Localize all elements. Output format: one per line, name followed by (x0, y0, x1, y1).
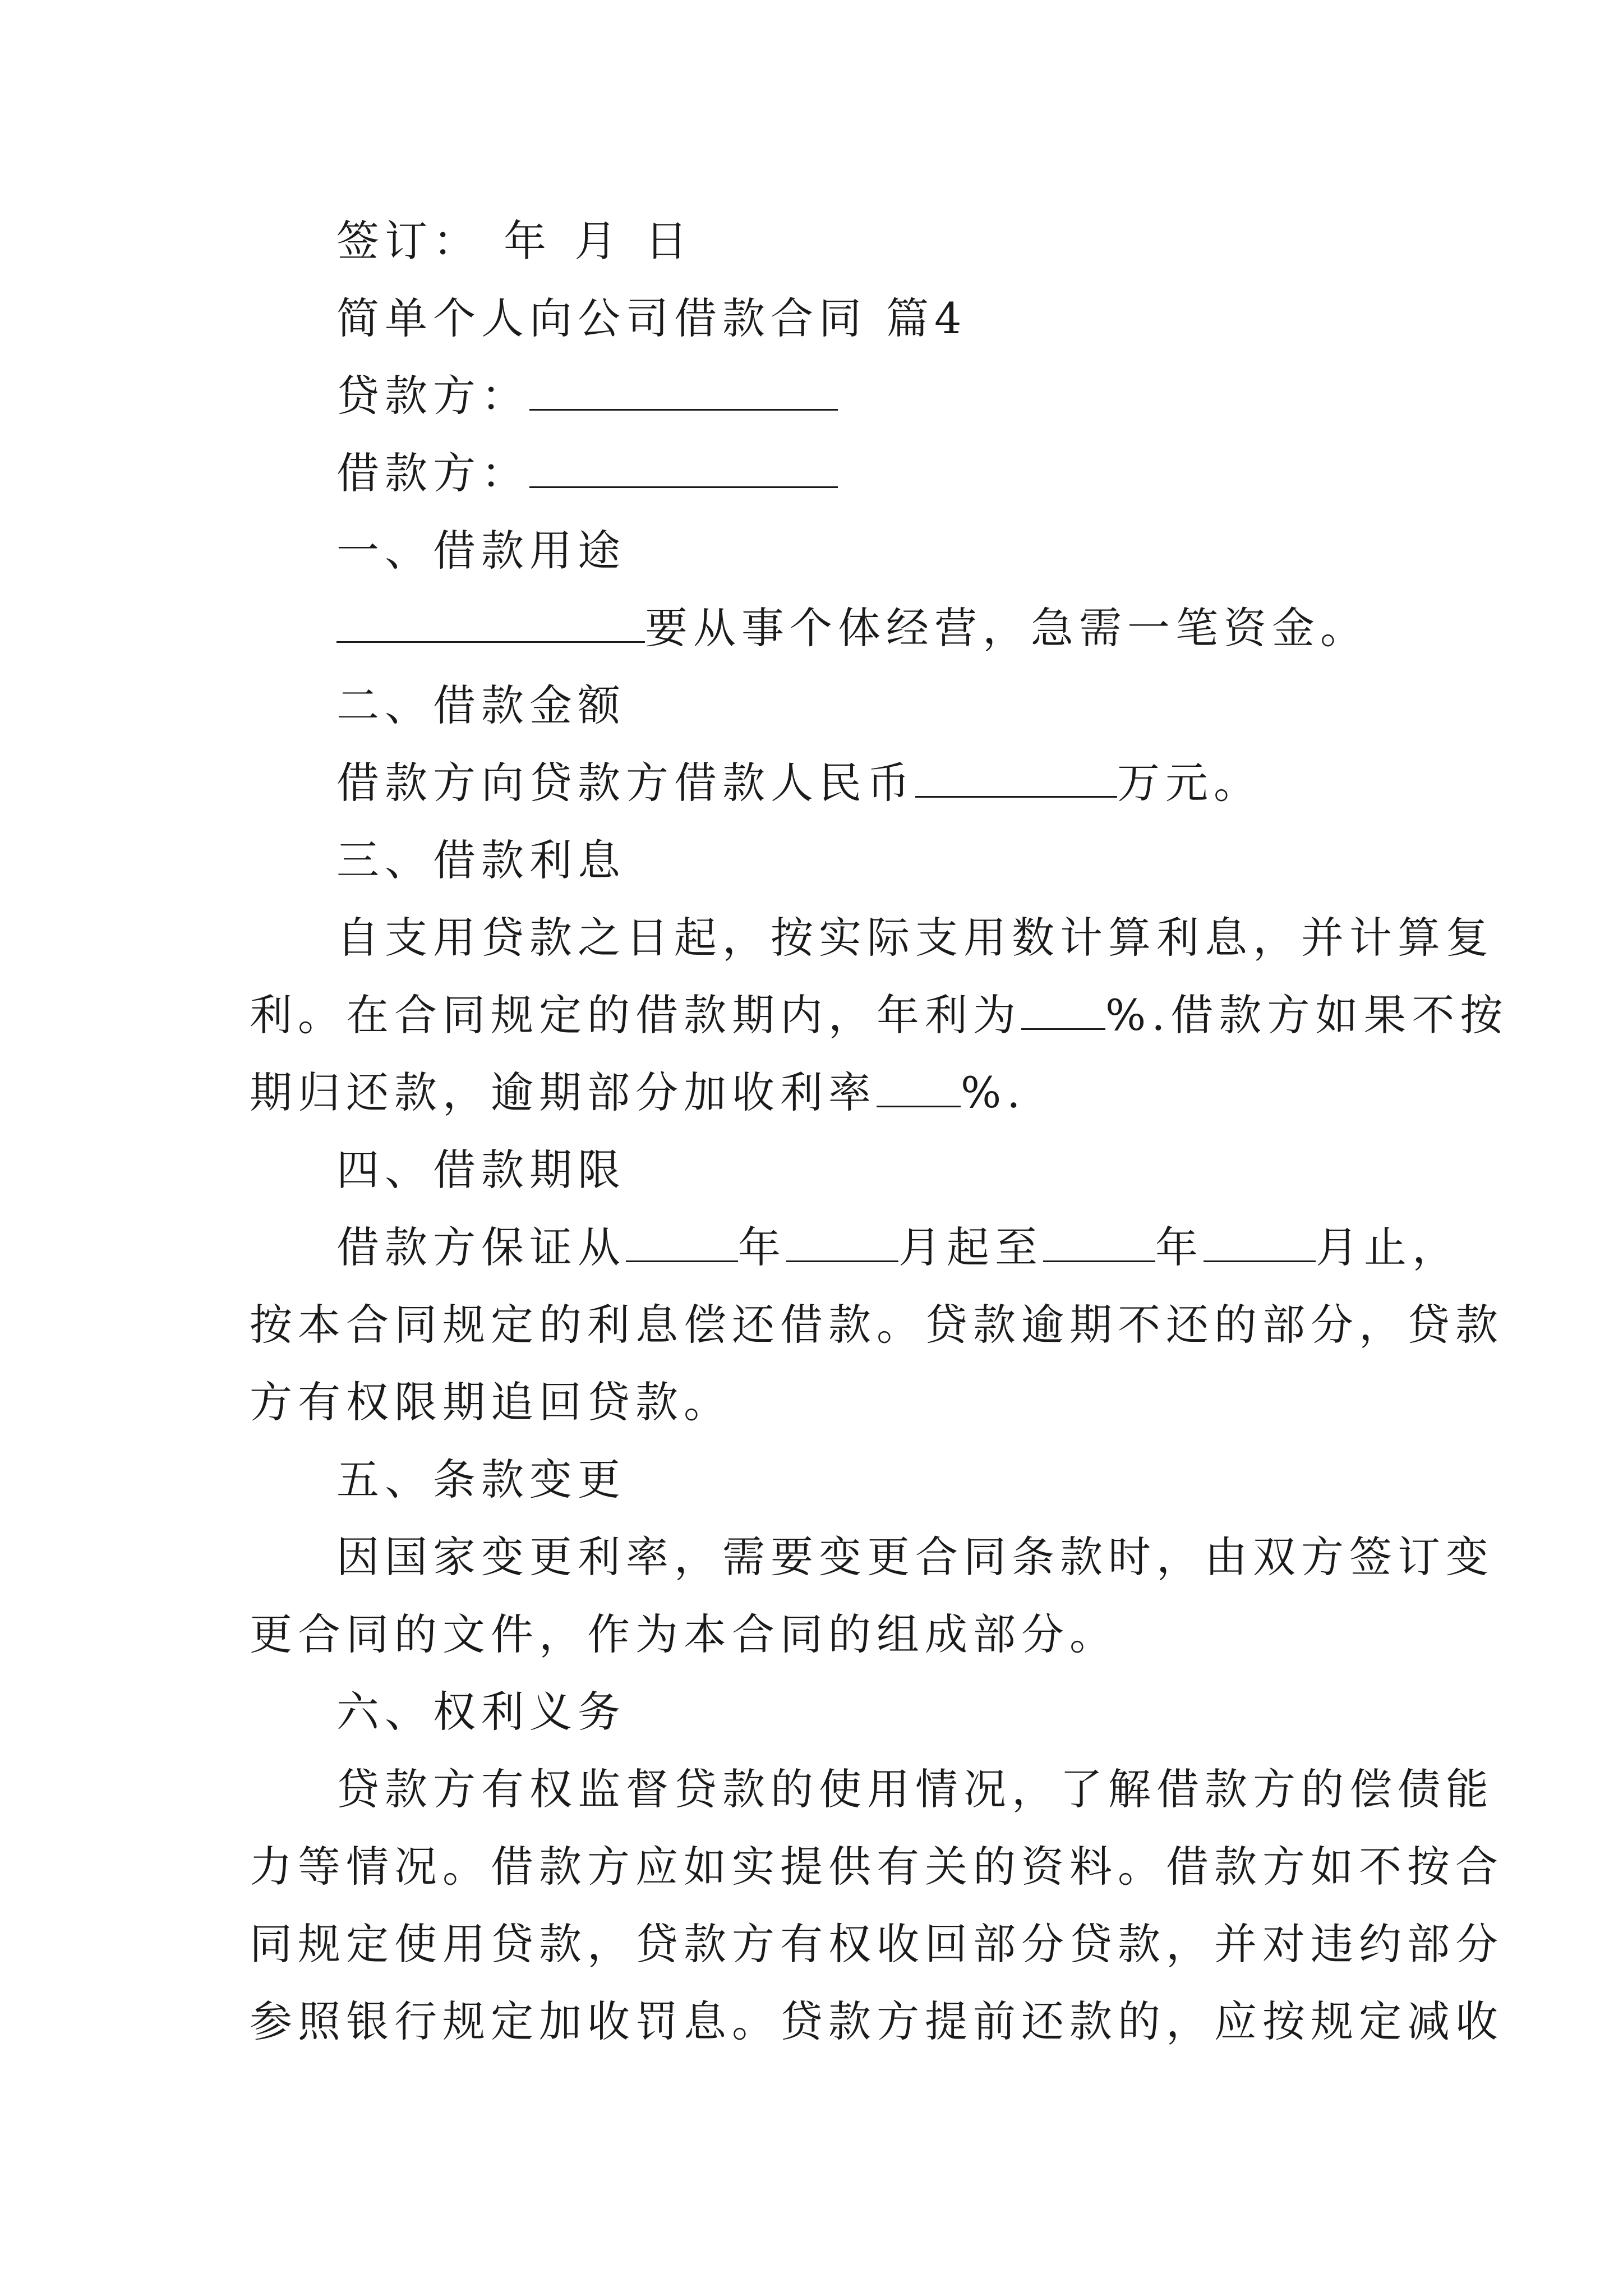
section-4-heading: 四、借款期限 (336, 1145, 626, 1195)
amount-text-a: 借款方向贷款方借款人民币 (336, 758, 915, 808)
section-3-heading: 三、借款利息 (336, 835, 626, 885)
purpose-blank (336, 606, 645, 643)
borrower-line (336, 448, 1402, 499)
section-6-line-2: 力等情况。借款方应如实提供有关的资料。借款方如不按合 (250, 1842, 1504, 1892)
lender-line (336, 371, 1402, 421)
term-text-e: 月止， (1316, 1222, 1460, 1272)
section-6-line-3: 同规定使用贷款，贷款方有权收回部分贷款，并对违约部分 (250, 1919, 1504, 1969)
overdue-text-b: %. (961, 1068, 1026, 1117)
term-text-c: 月起至 (898, 1222, 1043, 1272)
section-6-line-4: 参照银行规定加收罚息。贷款方提前还款的，应按规定减收 (250, 1996, 1504, 2046)
section-5-heading: 五、条款变更 (336, 1455, 626, 1504)
overdue-rate-blank (877, 1071, 961, 1107)
interest-text-b: %.借款方如果不按 (1105, 990, 1509, 1040)
section-3-line-1: 自支用贷款之日起，按实际支用数计算利息，并计算复 (336, 913, 1494, 963)
section-3-line-3 (250, 1068, 1399, 1118)
signing-label: 签订： (336, 216, 481, 266)
end-month-blank (1204, 1226, 1316, 1262)
term-text-b: 年 (738, 1222, 786, 1272)
borrower-blank (529, 452, 838, 488)
term-text-d: 年 (1155, 1222, 1204, 1272)
section-5-line-2: 更合同的文件，作为本合同的组成部分。 (250, 1609, 1118, 1659)
term-text-a: 借款方保证从 (336, 1222, 626, 1272)
signing-year: 年 (504, 216, 552, 266)
annual-rate-blank (1021, 993, 1105, 1030)
lender-blank (529, 374, 838, 411)
purpose-text: 要从事个体经营，急需一笔资金。 (645, 603, 1368, 653)
document-title: 简单个人向公司借款合同 篇4 (336, 293, 967, 343)
section-4-line-3: 方有权限期追回贷款。 (250, 1377, 732, 1427)
end-year-blank (1043, 1226, 1155, 1262)
section-5-line-1: 因国家变更利率，需要变更合同条款时，由双方签订变 (336, 1532, 1494, 1582)
signing-line (336, 216, 1402, 266)
amount-text-b: 万元。 (1117, 758, 1262, 808)
amount-blank (915, 761, 1117, 798)
signing-day: 日 (645, 216, 693, 266)
signing-month: 月 (574, 216, 623, 266)
section-2-text (336, 758, 1402, 808)
section-2-heading: 二、借款金额 (336, 680, 626, 730)
section-4-line-1 (336, 1222, 1460, 1273)
section-3-line-2 (250, 990, 1509, 1041)
section-1-text (336, 603, 1402, 654)
section-6-heading: 六、权利义务 (336, 1687, 626, 1737)
borrower-label: 借款方： (336, 448, 529, 498)
lender-label: 贷款方： (336, 371, 529, 421)
overdue-text-a: 期归还款，逾期部分加收利率 (250, 1068, 877, 1117)
section-1-heading: 一、借款用途 (336, 526, 626, 576)
interest-text-a: 利。在合同规定的借款期内，年利为 (250, 990, 1021, 1040)
section-4-line-2: 按本合同规定的利息偿还借款。贷款逾期不还的部分，贷款 (250, 1300, 1504, 1350)
section-6-line-1: 贷款方有权监督贷款的使用情况，了解借款方的偿债能 (336, 1764, 1494, 1814)
start-month-blank (786, 1226, 898, 1262)
start-year-blank (626, 1226, 738, 1262)
